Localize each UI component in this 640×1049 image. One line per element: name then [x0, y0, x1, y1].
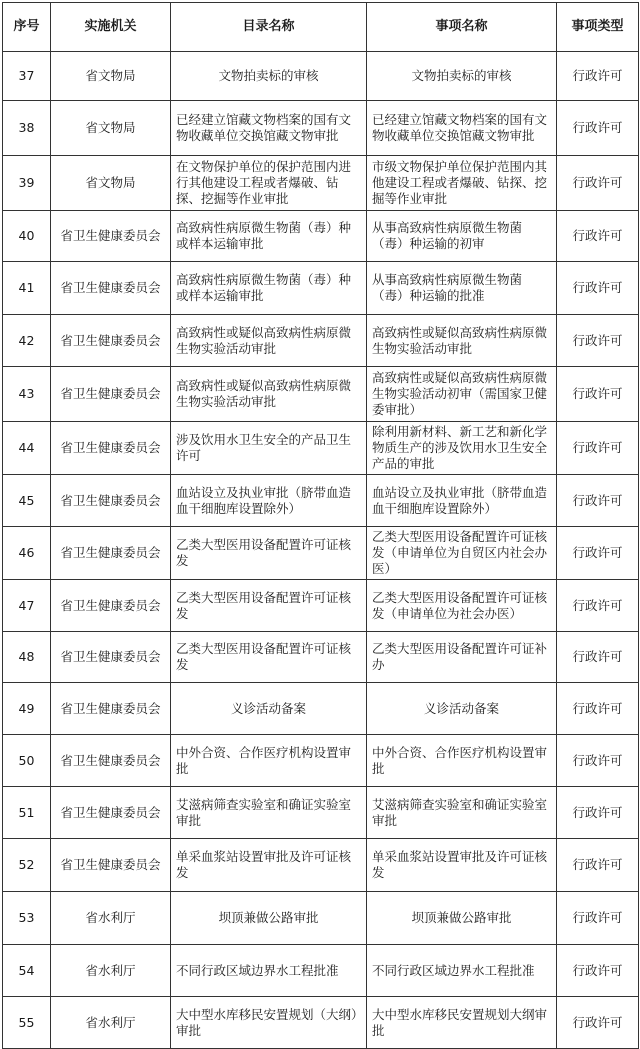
cell-serial-number: 51	[3, 787, 51, 839]
cell-directory-name: 已经建立馆藏文物档案的国有文物收藏单位交换馆藏文物审批	[171, 101, 367, 156]
table-body	[3, 52, 639, 1049]
cell-agency: 省卫生健康委员会	[51, 315, 171, 367]
cell-serial-number: 40	[3, 211, 51, 262]
header-directory-name: 目录名称	[171, 3, 367, 52]
table-row	[3, 580, 639, 632]
cell-item-type: 行政许可	[557, 580, 639, 632]
cell-agency: 省卫生健康委员会	[51, 262, 171, 315]
table-row	[3, 262, 639, 315]
cell-serial-number: 48	[3, 632, 51, 683]
cell-agency: 省水利厅	[51, 997, 171, 1049]
cell-item-name: 坝顶兼做公路审批	[367, 892, 557, 945]
cell-item-type: 行政许可	[557, 262, 639, 315]
cell-directory-name: 坝顶兼做公路审批	[171, 892, 367, 945]
cell-item-type: 行政许可	[557, 839, 639, 892]
cell-item-name: 乙类大型医用设备配置许可证核发（申请单位为自贸区内社会办医）	[367, 527, 557, 580]
table-row	[3, 632, 639, 683]
cell-agency: 省水利厅	[51, 892, 171, 945]
cell-item-name: 已经建立馆藏文物档案的国有文物收藏单位交换馆藏文物审批	[367, 101, 557, 156]
cell-item-name: 血站设立及执业审批（脐带血造血干细胞库设置除外）	[367, 475, 557, 527]
cell-agency: 省卫生健康委员会	[51, 367, 171, 422]
cell-serial-number: 38	[3, 101, 51, 156]
cell-directory-name: 乙类大型医用设备配置许可证核发	[171, 580, 367, 632]
cell-item-name: 大中型水库移民安置规划大纲审批	[367, 997, 557, 1049]
cell-agency: 省卫生健康委员会	[51, 211, 171, 262]
cell-item-type: 行政许可	[557, 683, 639, 735]
cell-directory-name: 中外合资、合作医疗机构设置审批	[171, 735, 367, 787]
document-table-container	[2, 2, 638, 1049]
cell-directory-name: 在文物保护单位的保护范围内进行其他建设工程或者爆破、钻探、挖掘等作业审批	[171, 156, 367, 211]
cell-item-type: 行政许可	[557, 527, 639, 580]
cell-serial-number: 54	[3, 945, 51, 997]
cell-directory-name: 血站设立及执业审批（脐带血造血干细胞库设置除外）	[171, 475, 367, 527]
cell-serial-number: 49	[3, 683, 51, 735]
table-row	[3, 315, 639, 367]
cell-directory-name: 义诊活动备案	[171, 683, 367, 735]
cell-directory-name: 艾滋病筛查实验室和确证实验室审批	[171, 787, 367, 839]
cell-item-name: 乙类大型医用设备配置许可证核发（申请单位为社会办医）	[367, 580, 557, 632]
cell-item-type: 行政许可	[557, 422, 639, 475]
cell-item-name: 市级文物保护单位保护范围内其他建设工程或者爆破、钻探、挖掘等作业审批	[367, 156, 557, 211]
cell-directory-name: 文物拍卖标的审核	[171, 52, 367, 101]
table-row	[3, 997, 639, 1049]
approval-items-table	[2, 2, 639, 1049]
header-item-type: 事项类型	[557, 3, 639, 52]
header-agency: 实施机关	[51, 3, 171, 52]
cell-serial-number: 43	[3, 367, 51, 422]
cell-item-type: 行政许可	[557, 101, 639, 156]
table-row	[3, 156, 639, 211]
table-row	[3, 367, 639, 422]
cell-item-type: 行政许可	[557, 735, 639, 787]
cell-agency: 省卫生健康委员会	[51, 787, 171, 839]
cell-item-type: 行政许可	[557, 632, 639, 683]
cell-serial-number: 42	[3, 315, 51, 367]
cell-serial-number: 46	[3, 527, 51, 580]
cell-directory-name: 乙类大型医用设备配置许可证核发	[171, 527, 367, 580]
cell-agency: 省卫生健康委员会	[51, 735, 171, 787]
cell-item-name: 从事高致病性病原微生物菌（毒）种运输的批准	[367, 262, 557, 315]
table-row	[3, 527, 639, 580]
cell-serial-number: 47	[3, 580, 51, 632]
cell-serial-number: 37	[3, 52, 51, 101]
cell-agency: 省文物局	[51, 52, 171, 101]
cell-item-name: 中外合资、合作医疗机构设置审批	[367, 735, 557, 787]
cell-item-name: 艾滋病筛查实验室和确证实验室审批	[367, 787, 557, 839]
cell-item-type: 行政许可	[557, 156, 639, 211]
cell-directory-name: 大中型水库移民安置规划（大纲）审批	[171, 997, 367, 1049]
table-row	[3, 787, 639, 839]
cell-item-name: 高致病性或疑似高致病性病原微生物实验活动审批	[367, 315, 557, 367]
cell-serial-number: 44	[3, 422, 51, 475]
table-row	[3, 52, 639, 101]
cell-agency: 省水利厅	[51, 945, 171, 997]
cell-item-type: 行政许可	[557, 787, 639, 839]
cell-serial-number: 45	[3, 475, 51, 527]
cell-directory-name: 高致病性或疑似高致病性病原微生物实验活动审批	[171, 315, 367, 367]
cell-directory-name: 高致病性或疑似高致病性病原微生物实验活动审批	[171, 367, 367, 422]
cell-item-name: 从事高致病性病原微生物菌（毒）种运输的初审	[367, 211, 557, 262]
table-row	[3, 892, 639, 945]
cell-item-name: 除利用新材料、新工艺和新化学物质生产的涉及饮用水卫生安全产品的审批	[367, 422, 557, 475]
cell-agency: 省卫生健康委员会	[51, 422, 171, 475]
cell-agency: 省卫生健康委员会	[51, 839, 171, 892]
cell-agency: 省文物局	[51, 101, 171, 156]
cell-serial-number: 50	[3, 735, 51, 787]
cell-item-type: 行政许可	[557, 367, 639, 422]
cell-item-type: 行政许可	[557, 475, 639, 527]
cell-serial-number: 55	[3, 997, 51, 1049]
cell-serial-number: 39	[3, 156, 51, 211]
cell-directory-name: 涉及饮用水卫生安全的产品卫生许可	[171, 422, 367, 475]
table-row	[3, 211, 639, 262]
cell-agency: 省卫生健康委员会	[51, 580, 171, 632]
header-serial-number: 序号	[3, 3, 51, 52]
cell-item-type: 行政许可	[557, 997, 639, 1049]
table-row	[3, 422, 639, 475]
header-item-name: 事项名称	[367, 3, 557, 52]
cell-agency: 省文物局	[51, 156, 171, 211]
cell-serial-number: 52	[3, 839, 51, 892]
table-row	[3, 735, 639, 787]
table-header-row	[3, 3, 639, 52]
cell-item-name: 文物拍卖标的审核	[367, 52, 557, 101]
cell-item-type: 行政许可	[557, 315, 639, 367]
cell-directory-name: 高致病性病原微生物菌（毒）种或样本运输审批	[171, 262, 367, 315]
cell-directory-name: 高致病性病原微生物菌（毒）种或样本运输审批	[171, 211, 367, 262]
cell-agency: 省卫生健康委员会	[51, 683, 171, 735]
cell-item-name: 单采血浆站设置审批及许可证核发	[367, 839, 557, 892]
table-row	[3, 475, 639, 527]
cell-agency: 省卫生健康委员会	[51, 632, 171, 683]
cell-item-name: 不同行政区域边界水工程批准	[367, 945, 557, 997]
cell-item-name: 高致病性或疑似高致病性病原微生物实验活动初审（需国家卫健委审批）	[367, 367, 557, 422]
cell-item-type: 行政许可	[557, 52, 639, 101]
cell-directory-name: 不同行政区域边界水工程批准	[171, 945, 367, 997]
cell-agency: 省卫生健康委员会	[51, 527, 171, 580]
table-row	[3, 945, 639, 997]
cell-directory-name: 单采血浆站设置审批及许可证核发	[171, 839, 367, 892]
cell-agency: 省卫生健康委员会	[51, 475, 171, 527]
cell-item-name: 乙类大型医用设备配置许可证补办	[367, 632, 557, 683]
cell-serial-number: 41	[3, 262, 51, 315]
cell-item-type: 行政许可	[557, 945, 639, 997]
cell-item-name: 义诊活动备案	[367, 683, 557, 735]
table-row	[3, 839, 639, 892]
cell-directory-name: 乙类大型医用设备配置许可证核发	[171, 632, 367, 683]
table-row	[3, 101, 639, 156]
cell-item-type: 行政许可	[557, 211, 639, 262]
cell-item-type: 行政许可	[557, 892, 639, 945]
cell-serial-number: 53	[3, 892, 51, 945]
table-row	[3, 683, 639, 735]
